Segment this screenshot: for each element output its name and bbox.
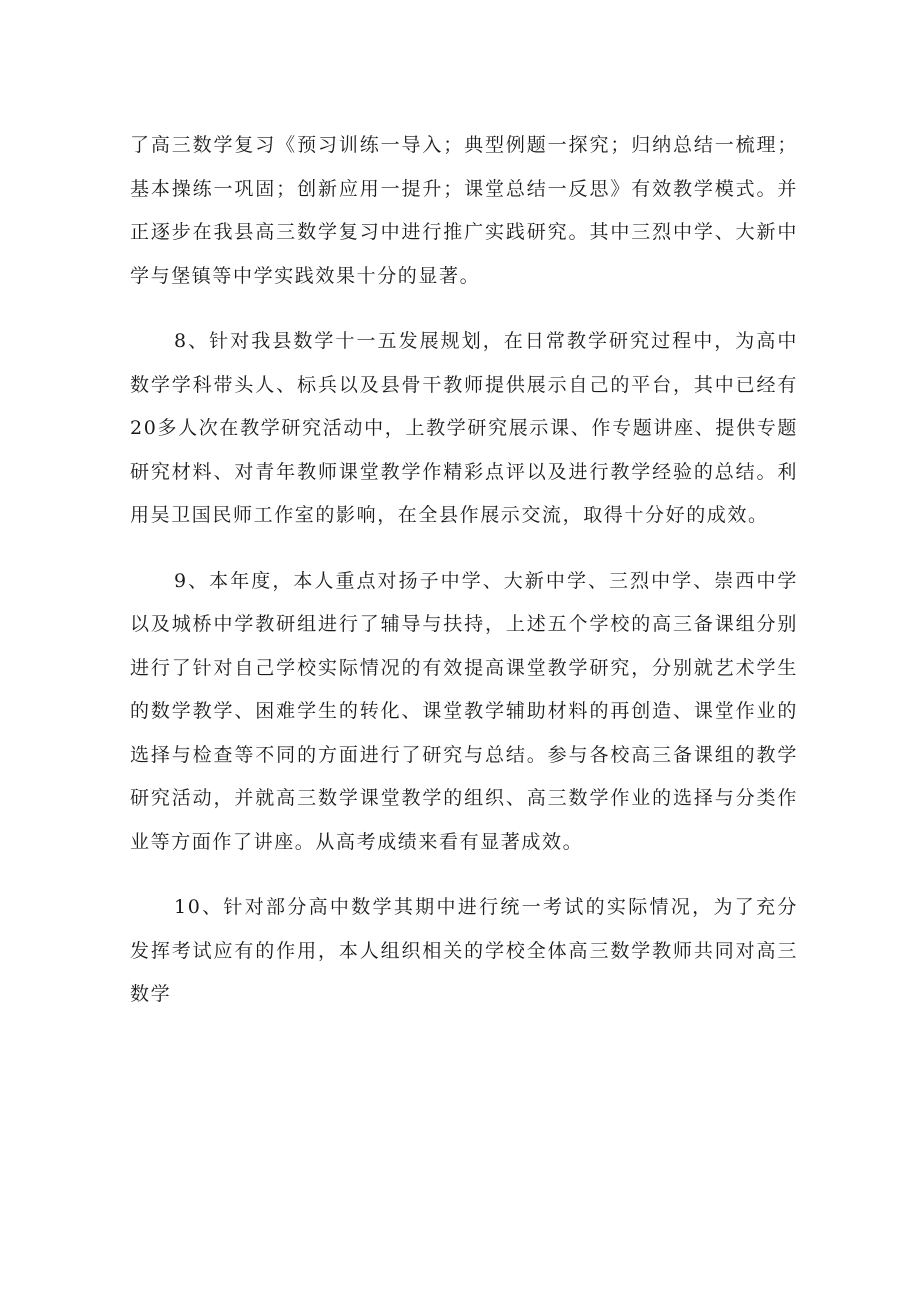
- document-body: [130, 124, 798, 1017]
- paragraph-item-8: 8、针对我县数学十一五发展规划，在日常教学研究过程中，为高中数学学科带头人、标兵以及县骨干教师提供展示自己的平台，其中已经有20多人次在教学研究活动中，上教学研究展示课、作专题讲座、提供专题研究材料、对青年教师课堂教学作精彩点评以及进行教学经验的总结。利用吴卫国民师工作室的影响，在全县作展示交流，取得十分好的成效。: [130, 330, 798, 526]
- paragraph-item-9: 9、本年度，本人重点对扬子中学、大新中学、三烈中学、崇西中学以及城桥中学教研组进行了辅导与扶持，上述五个学校的高三备课组分别进行了针对自己学校实际情况的有效提高课堂教学研究，分别就艺术学生的数学教学、困难学生的转化、课堂教学辅助材料的再创造、课堂作业的选择与检查等不同的方面进行了研究与总结。参与各校高三备课组的教学研究活动，并就高三数学课堂教学的组织、高三数学作业的选择与分类作业等方面作了讲座。从高考成绩来看有显著成效。: [130, 569, 798, 853]
- paragraph-item-10: 10、针对部分高中数学其期中进行统一考试的实际情况，为了充分发挥考试应有的作用，本人组织相关的学校全体高三数学教师共同对高三数学: [130, 896, 798, 1005]
- paragraph-continuation: 了高三数学复习《预习训练一导入；典型例题一探究；归纳总结一梳理；基本操练一巩固；创新应用一提升；课堂总结一反思》有效教学模式。并正逐步在我县高三数学复习中进行推广实践研究。其中三烈中学、大新中学与堡镇等中学实践效果十分的显著。: [130, 134, 798, 287]
